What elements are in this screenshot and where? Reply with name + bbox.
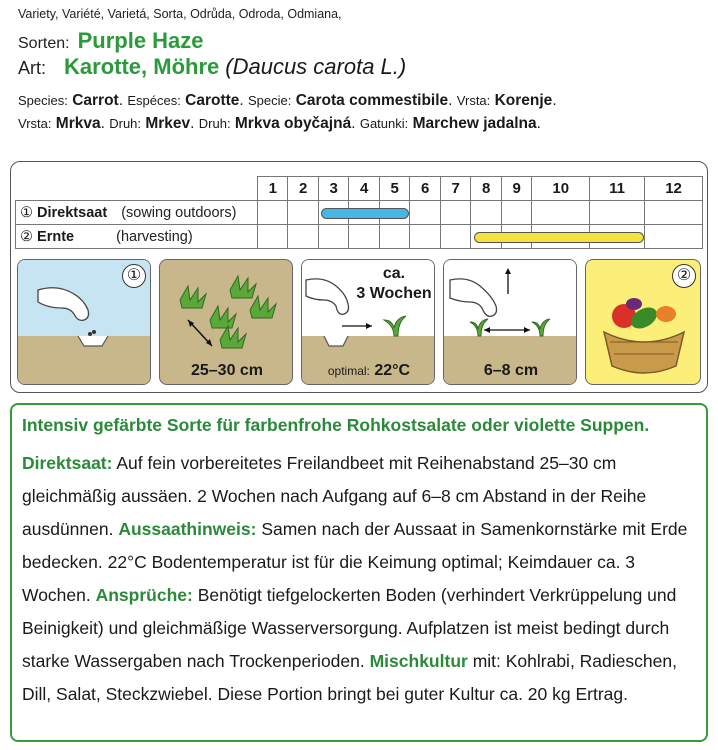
info-text [22,447,702,711]
month-cell: 6 [410,177,440,201]
species-translations: Species: Carrot. Espéces: Carotte. Specie: Carota commestibile. Vrsta: Korenje. Vrsta: Mrkva. Druh: Mrkev. Druh: Mrkva obyčajná. Gatunki: Marchew jadalna. [18,92,557,132]
sorten-label: Sorten: [18,35,70,52]
tile-harvest [585,259,701,385]
germination-duration [352,264,435,304]
tile-germination [301,259,435,385]
harvest-period-bar [474,232,644,243]
month-cell: 12 [645,177,703,201]
calendar-panel [10,161,708,393]
info-title: Intensiv gefärbte Sorte für farbenfrohe Rohkostsalate oder violette Suppen. [22,415,650,435]
art-label: Art: [18,58,47,78]
latin-name: (Daucus carota L.) [225,54,407,79]
section-text: mit: Kohlrabi, Radieschen, Dill, Salat, Steckzwiebel. Diese Portion bringt bei guter Kultur ca. 20 kg Ertrag. [22,651,677,704]
species-label: Espéces: [127,93,181,108]
header [18,6,708,135]
tile-thinning [443,259,577,385]
duration-line: ca. [382,265,406,282]
tile-caption: 6–8 cm [483,362,539,379]
section-text: Samen nach der Aussaat in Samenkornstärke mit Erde bedecken. 22°C Bodentemperatur ist für die Keimung optimal; Keimdauer ca. 3 Wochen. [22,519,688,605]
species-label: Specie: [248,93,292,108]
species-value: Mrkva obyčajná [234,115,352,132]
variety-row [18,28,708,54]
section-heading: Aussaathinweis: [118,519,257,539]
species-value: Carotte [185,92,240,109]
section-text: Auf fein vorbereitetes Freilandbeet mit Reihenabstand 25–30 cm gleichmäßig aussäen. 2 Wochen nach Aufgang auf 6–8 cm Abstand in der Reihe ausdünnen. [22,453,647,539]
species-row [18,54,708,80]
month-cell: 3 [318,177,348,201]
species-value: Mrkva [55,115,101,132]
month-cell: 7 [440,177,470,201]
step-marker: ② [672,264,696,288]
temp-label: optimal: [327,364,370,378]
calendar-corner [16,177,258,201]
tile-row-spacing [159,259,293,385]
month-cell: 4 [349,177,379,201]
species-value: Carrot [72,92,119,109]
month-cell: 5 [379,177,409,201]
month-cell: 8 [471,177,501,201]
row-title: Direktsaat [37,204,108,221]
variety-name: Purple Haze [77,28,204,53]
tile-sowing [17,259,151,385]
species-value: Korenje [494,92,553,109]
row-subtitle: (sowing outdoors) [121,204,237,221]
row-subtitle: (harvesting) [116,228,193,245]
species-label: Vrsta: [456,93,491,108]
section-heading: Mischkultur [369,651,468,671]
species-label: Gatunki: [359,116,409,131]
row-label-sowing [16,201,258,225]
species-name: Karotte, Möhre [64,54,220,79]
species-label: Druh: [198,116,231,131]
month-header-row [16,177,703,201]
month-cell: 9 [501,177,531,201]
species-label: Vrsta: [18,116,52,131]
tile-caption: 25–30 cm [190,362,264,379]
section-heading: Ansprüche: [95,585,193,605]
species-value: Marchew jadalna [412,115,537,132]
month-cell: 2 [288,177,318,201]
row-marker: ① [20,204,33,221]
month-cell: 1 [258,177,288,201]
temperature-caption [302,362,435,380]
temp-value: 22°C [374,362,411,379]
variety-languages: Variety, Variété, Varietá, Sorta, Odrůda, Odroda, Odmiana, [18,7,342,21]
row-marker: ② [20,228,33,245]
section-text: Benötigt tiefgelockerten Boden (verhindert Verkrüppelung und Beinigkeit) und gleichmäßige Wasserversorgung. Aufplatzen ist meist bedingt durch starke Wassergaben nach Trockenperioden. [22,585,677,671]
species-label: Druh: [109,116,142,131]
month-cell: 10 [532,177,590,201]
step-marker: ① [122,264,146,288]
duration-line: 3 Wochen [356,285,432,302]
month-cell: 11 [590,177,645,201]
sowing-period-bar [321,208,408,219]
row-label-harvest [16,225,258,249]
species-value: Carota commestibile [295,92,449,109]
species-value: Mrkev [145,115,191,132]
species-label: Species: [18,93,68,108]
section-heading: Direktsaat: [22,453,113,473]
row-title: Ernte [37,228,75,245]
info-box [10,403,708,742]
